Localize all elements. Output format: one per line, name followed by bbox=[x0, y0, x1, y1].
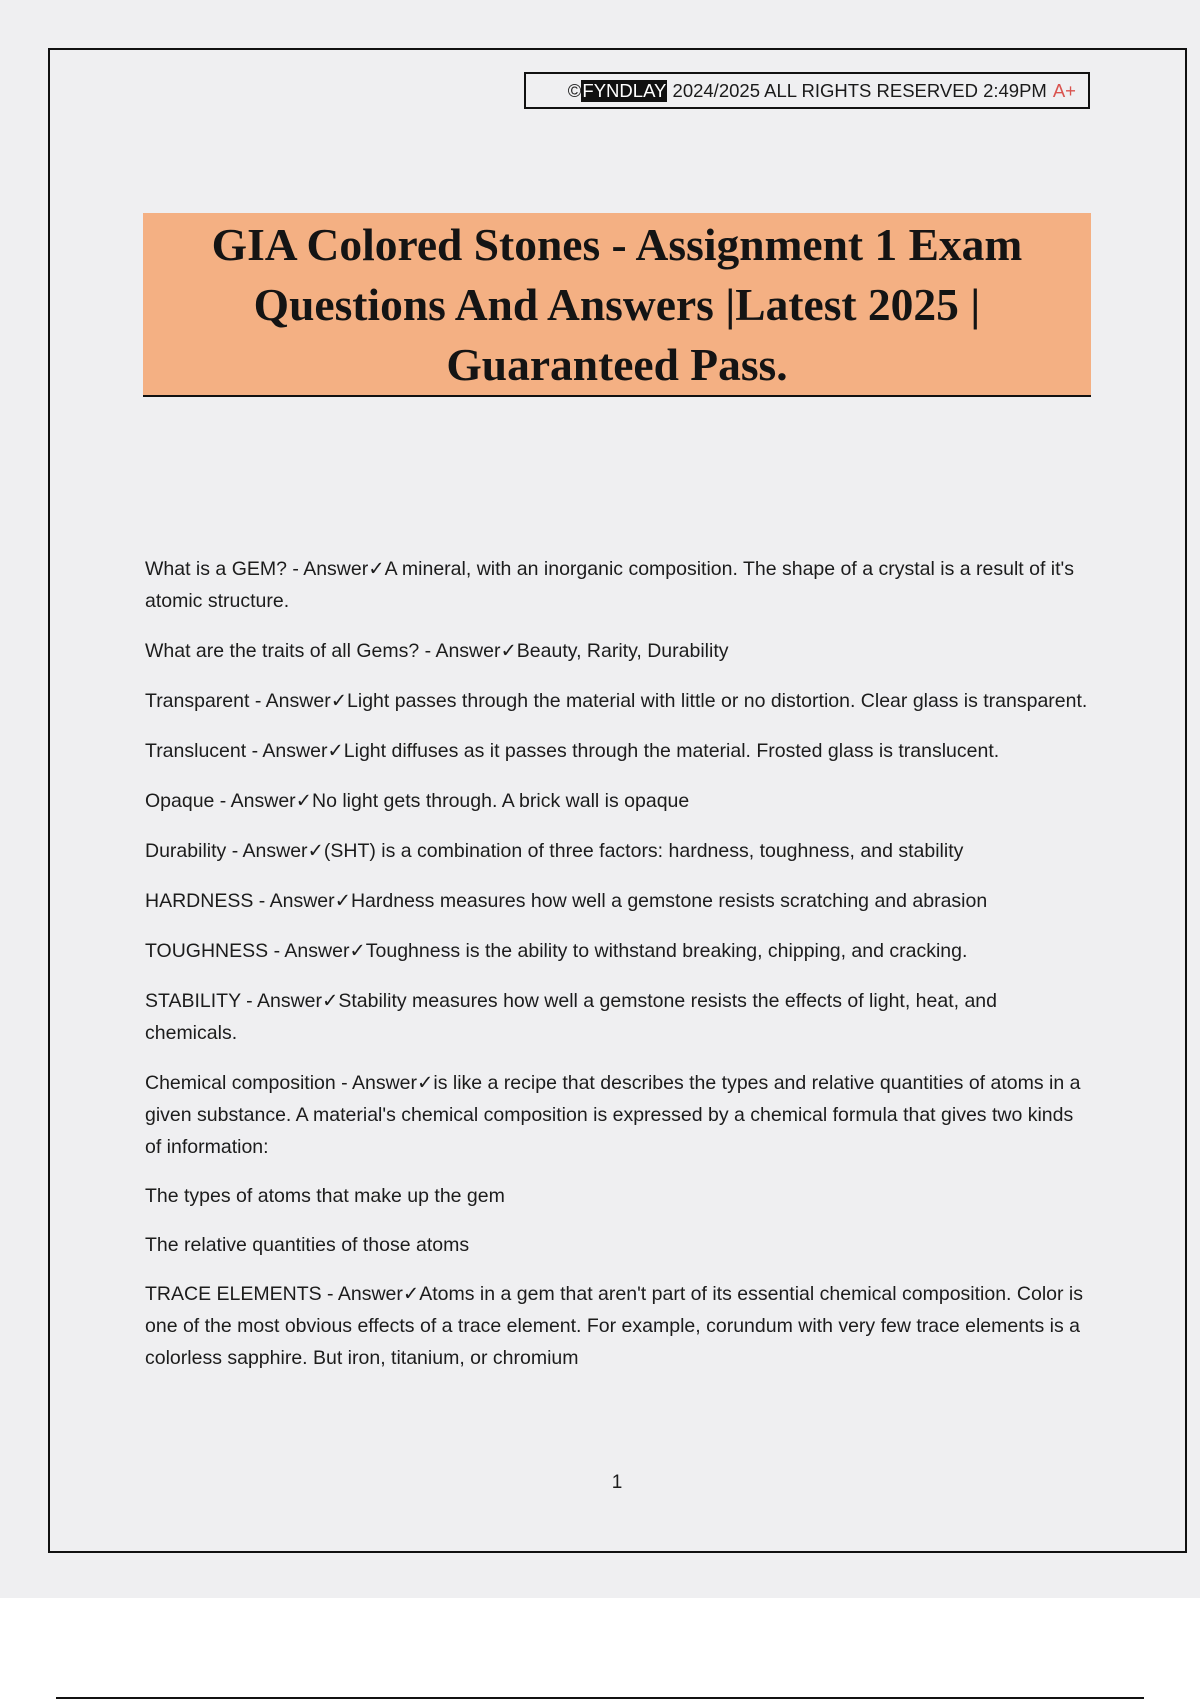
qa-paragraph: TOUGHNESS - Answer✓Toughness is the ability to withstand breaking, chipping, and cracking. bbox=[145, 940, 968, 962]
qa-paragraph: STABILITY - Answer✓Stability measures how well a gemstone resists the effects of light, heat, and chemicals. bbox=[145, 990, 997, 1044]
qa-content bbox=[145, 553, 1090, 1392]
title-line: Questions And Answers |Latest 2025 | bbox=[253, 279, 981, 330]
document-title bbox=[143, 213, 1091, 397]
qa-paragraph: HARDNESS - Answer✓Hardness measures how well a gemstone resists scratching and abrasion bbox=[145, 890, 988, 912]
qa-paragraph: Chemical composition - Answer✓is like a recipe that describes the types and relative quantities of atoms in a given substance. A material's chemical composition is expressed by a chemical formula that gives two kinds of information: bbox=[145, 1072, 1081, 1158]
qa-paragraph: What are the traits of all Gems? - Answer✓Beauty, Rarity, Durability bbox=[145, 640, 729, 662]
author-name: FYNDLAY bbox=[582, 79, 667, 101]
copyright-header bbox=[524, 72, 1090, 109]
copyright-symbol: © bbox=[567, 79, 582, 101]
title-line: Guaranteed Pass. bbox=[446, 339, 788, 390]
qa-paragraph: Translucent - Answer✓Light diffuses as it passes through the material. Frosted glass is translucent. bbox=[145, 740, 1000, 762]
qa-paragraph: TRACE ELEMENTS - Answer✓Atoms in a gem that aren't part of its essential chemical composition. Color is one of the most obvious effects of a trace element. For example, corundum with very few trace elements is a colorless sapphire. But iron, titanium, or chromium bbox=[145, 1283, 1083, 1369]
qa-paragraph: The types of atoms that make up the gem bbox=[145, 1185, 505, 1207]
qa-paragraph: Transparent - Answer✓Light passes through the material with little or no distortion. Clear glass is transparent. bbox=[145, 690, 1088, 712]
qa-paragraph: Durability - Answer✓(SHT) is a combination of three factors: hardness, toughness, and stability bbox=[145, 840, 964, 862]
qa-paragraph: The relative quantities of those atoms bbox=[145, 1234, 470, 1256]
copyright-text: 2024/2025 ALL RIGHTS RESERVED 2:49PM bbox=[672, 79, 1047, 101]
title-line: GIA Colored Stones - Assignment 1 Exam bbox=[211, 219, 1023, 270]
next-page-divider bbox=[56, 1697, 1144, 1699]
qa-paragraph: What is a GEM? - Answer✓A mineral, with an inorganic composition. The shape of a crystal is a result of it's atomic structure. bbox=[145, 558, 1075, 612]
page-number: 1 bbox=[611, 1472, 623, 1493]
grade-badge: A+ bbox=[1052, 79, 1076, 101]
qa-paragraph: Opaque - Answer✓No light gets through. A brick wall is opaque bbox=[145, 790, 690, 812]
